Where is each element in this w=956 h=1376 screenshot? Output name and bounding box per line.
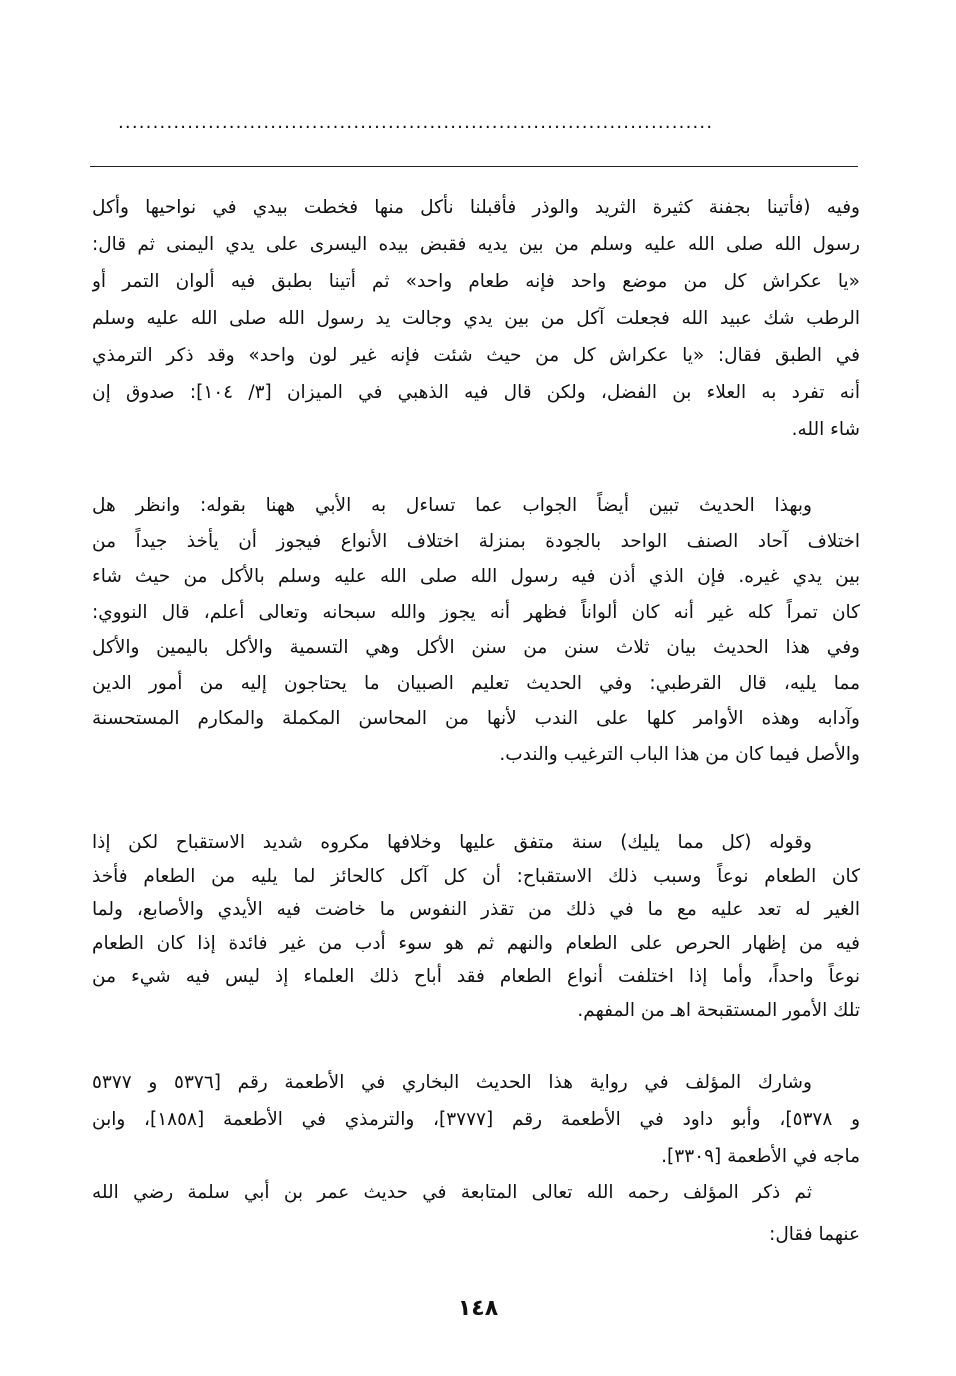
text-line: رسول الله صلى الله عليه وسلم من بين يديه فقبض بيده اليسرى على يدي اليمنى ثم قال: (92, 234, 860, 255)
text-line: نوعاً واحداً، وأما إذا اختلفت أنواع الطعام فقد أباح ذلك العلماء إذ ليس فيه شيء من (92, 966, 860, 987)
text-line: وآدابه وهذه الأوامر كلها على الندب لأنها من المحاسن المكملة والمكارم المستحسنة (92, 708, 860, 729)
text-line: وبهذا الحديث تبين أيضاً الجواب عما تساءل به الأبي ههنا بقوله: وانظر هل (92, 495, 812, 516)
header-rule (90, 166, 858, 167)
text-line: الغير له تعد عليه مع ما في ذلك من تقذر النفوس ما خاضت فيه الأيدي والأصابع، ولما (92, 899, 860, 920)
paragraph-references (92, 1064, 860, 1175)
text-line: فيه من إظهار الحرص على الطعام والنهم ثم هو سوء أدب من غير فائدة إذا كان الطعام (92, 932, 860, 954)
header-dotted-line: ...................................................................................... (118, 112, 714, 132)
text-line: كان الطعام نوعاً وسبب ذلك الاستقباح: أن كل آكل كالحائز لما يليه من الطعام فأخذ (92, 865, 860, 887)
text-line: وفيه (فأتينا بجفنة كثيرة الثريد والوذر فأقبلنا نأكل منها فخطت بيدي في نواحيها وأكل (92, 197, 860, 218)
paragraph-closing (92, 1172, 860, 1256)
text-line: اختلاف آحاد الصنف الواحد بالجودة بمنزلة اختلاف الأنواع فيجوز أن يأخذ جيداً من (92, 530, 860, 552)
text-line: مما يليه، قال القرطبي: وفي الحديث تعليم الصبيان ما يحتاجون إليه من أمور الدين (92, 672, 860, 694)
text-line: تلك الأمور المستقبحة اهـ من المفهم. (577, 999, 860, 1021)
text-line: في الطبق فقال: «يا عكراش كل من حيث شئت فإنه غير لون واحد» وقد ذكر الترمذي (92, 345, 860, 366)
paragraph-hadith (92, 189, 860, 448)
text-line: والأصل فيما كان من هذا الباب الترغيب والندب. (499, 743, 860, 765)
text-line: كان تمراً كله غير أنه كان ألواناً فظهر أنه يجوز والله سبحانه وتعالى أعلم، قال النووي: (92, 601, 860, 623)
text-line: ماجه في الأطعمة [٣٣٠٩]. (661, 1146, 860, 1167)
text-line: وشارك المؤلف في رواية هذا الحديث البخاري في الأطعمة رقم [٥٣٧٦ و ٥٣٧٧ (92, 1072, 812, 1093)
paragraph-explanation (92, 488, 860, 772)
text-line: وفي هذا الحديث بيان ثلاث سنن من سنن الأكل وهي التسمية والأكل باليمين والأكل (92, 637, 860, 658)
text-line: وقوله (كل مما يليك) سنة متفق عليها وخلافها مكروه شديد الاستقباح لكن إذا (92, 832, 812, 853)
text-line: بين يدي غيره. فإن الذي أذن فيه رسول الله صلى الله عليه وسلم بالأكل من حيث شاء (92, 566, 860, 587)
text-line: شاء الله. (791, 419, 860, 440)
text-line: «يا عكراش كل من موضع واحد فإنه طعام واحد» ثم أتينا بطبق فيه ألوان التمر أو (92, 271, 860, 292)
text-line: و ٥٣٧٨]، وأبو داود في الأطعمة رقم [٣٧٧٧]، والترمذي في الأطعمة [١٨٥٨]، وابن (92, 1109, 860, 1130)
paragraph-commentary (92, 826, 860, 1027)
text-line: ثم ذكر المؤلف رحمه الله تعالى المتابعة في حديث عمر بن أبي سلمة رضي الله (92, 1182, 812, 1203)
text-line: أنه تفرد به العلاء بن الفضل، ولكن قال فيه الذهبي في الميزان [٣/ ١٠٤]: صدوق إن (92, 382, 860, 403)
text-line: الرطب شك عبيد الله فجعلت آكل من بين يدي وجالت يد رسول الله صلى الله عليه وسلم (92, 308, 860, 329)
text-line: عنهما فقال: (769, 1224, 860, 1245)
page-number: ١٤٨ (457, 1296, 499, 1321)
